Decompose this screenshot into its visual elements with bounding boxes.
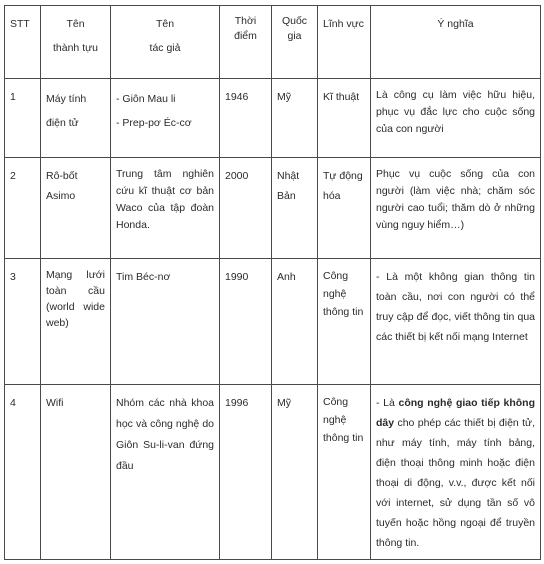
row-meaning: Là công cụ làm việc hữu hiệu, phục vụ đắc lực cho cuộc sống của con người [371,79,541,158]
row-time: 2000 [220,158,272,259]
row-author: Trung tâm nghiên cứu kĩ thuật cơ bản Waco của tập đoàn Honda. [111,158,220,259]
row-field: Kĩ thuật [318,79,371,158]
row-meaning-rest: cho phép các thiết bị điện tử, như máy tính, máy tính bảng, điện thoại thông minh hoặc điện thoại di động, v.v., được kết nối với internet, sử dụng tần số vô tuyến hoặc hồng ngoại để truyền thông tin. [376,417,535,549]
row-meaning: Phục vụ cuộc sống của con người (làm việc nhà; chăm sóc người cao tuổi; thăm dò ở những vùng nguy hiểm…) [371,158,541,259]
header-achievement-line2: thành tựu [53,42,98,54]
achievements-table-wrapper [4,5,541,560]
header-row [5,6,541,79]
row-achievement [41,79,111,158]
header-stt: STT [5,6,41,79]
row-country: Mỹ [272,79,318,158]
row-achievement-line2: điện tử [46,117,79,129]
header-achievement-line1: Tên [66,18,85,30]
header-time-line2: điểm [234,30,257,42]
row-stt: 1 [5,79,41,158]
row-author-line1: - Giôn Mau li [116,93,176,105]
header-time-line1: Thời [234,15,257,27]
row-country: Nhật Bản [272,158,318,259]
row-achievement: Wifi [41,385,111,560]
achievements-table [4,5,541,560]
header-country-line2: gia [287,30,302,42]
row-author-line2: - Prep-pơ Éc-cơ [116,117,192,129]
header-country-line1: Quốc [281,15,308,27]
header-author [111,6,220,79]
header-author-line1: Tên [155,18,175,30]
header-field: Lĩnh vực [318,6,371,79]
row-author: Nhóm các nhà khoa học và công nghệ do Giôn Su-li-van đứng đầu [111,385,220,560]
row-stt: 2 [5,158,41,259]
row-stt: 4 [5,385,41,560]
row-author: Tim Béc-nơ [111,259,220,385]
row-meaning-bold: công nghệ giao tiếp không dây [376,397,535,429]
row-time: 1996 [220,385,272,560]
row-author [111,79,220,158]
row-achievement: Rô-bốt Asimo [41,158,111,259]
row-country: Mỹ [272,385,318,560]
header-country [272,6,318,79]
header-meaning: Ý nghĩa [371,6,541,79]
row-achievement-line1: Máy tính [46,93,87,105]
row-meaning-prefix: - Là [376,397,399,409]
row-field: Tự động hóa [318,158,371,259]
table-row [5,385,541,560]
row-field: Công nghệ thông tin [318,385,371,560]
row-stt: 3 [5,259,41,385]
table-row [5,79,541,158]
table-row [5,158,541,259]
row-time: 1990 [220,259,272,385]
header-time [220,6,272,79]
row-country: Anh [272,259,318,385]
row-field: Công nghệ thông tin [318,259,371,385]
header-author-line2: tác giả [149,42,181,54]
row-time: 1946 [220,79,272,158]
row-achievement: Mạng lưới toàn cầu (world wide web) [41,259,111,385]
row-meaning [371,385,541,560]
table-row [5,259,541,385]
row-meaning: - Là một không gian thông tin toàn cầu, nơi con người có thể truy cập để đọc, viết thông tin qua các thiết bị kết nối mạng Internet [371,259,541,385]
header-achievement [41,6,111,79]
